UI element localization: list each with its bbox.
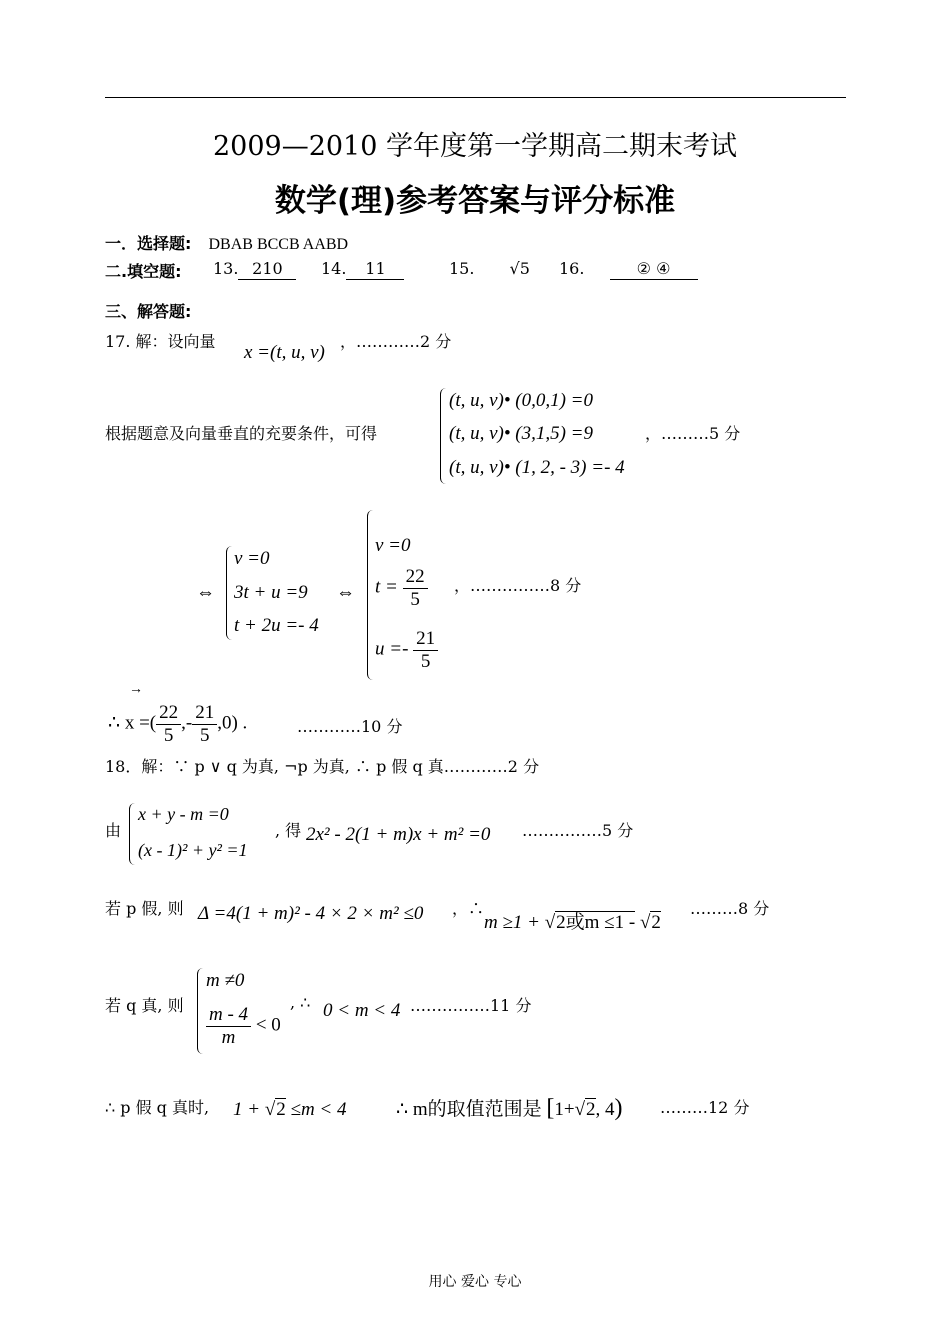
q17-score-4: …………10 分	[297, 717, 403, 736]
q18-sys-eq2: (x - 1)² + y² =1	[138, 840, 248, 860]
q18-score-5: ………12 分	[660, 1098, 750, 1117]
q18-delta: Δ =4(1 + m)² - 4 × 2 × m² ≤0	[198, 903, 424, 924]
fill-item-13: 13. 210	[213, 259, 296, 280]
section-solve-label: 三、解答题:	[105, 302, 192, 321]
q17-sys2-eq1: v =0	[234, 548, 270, 569]
vector-arrow-icon: →	[129, 682, 143, 697]
brace	[440, 388, 447, 484]
q18-score-2: ……………5 分	[522, 821, 634, 840]
fill-item-15: 15. √5	[449, 259, 530, 278]
q18-score-3: ………8 分	[690, 899, 770, 918]
q17-system-eq1: (t, u, v)• (0,0,1) =0	[449, 390, 593, 411]
brace	[197, 968, 204, 1054]
q17-sys2-eq3: t + 2u =- 4	[234, 615, 319, 636]
q17-sys3-t: t = $\frac{22}{5}$	[375, 566, 428, 611]
q17-condition: 根据题意及向量垂直的充要条件，可得	[105, 424, 378, 443]
fill-answer-14: 11	[346, 259, 404, 280]
q17-sys3-v: v =0	[375, 535, 411, 556]
equiv-icon: ⇔	[196, 582, 215, 603]
fill-answer-16: ② ④	[610, 259, 698, 280]
q17-vector: x =(t, u, v)	[244, 342, 325, 363]
q18-ruo-p: 若 p 假, 则	[105, 899, 184, 918]
q18-final-c: ∴ m的取值范围是 [1+√2, 4)	[396, 1095, 623, 1121]
brace	[367, 510, 374, 680]
choice-answers: DBAB BCCB AABD	[208, 236, 349, 253]
page-footer: 用心 爱心 专心	[428, 1274, 522, 1290]
q18-therefore-2: , ∴	[290, 993, 311, 1012]
fill-answer-13: 210	[238, 259, 296, 280]
section-fill-label: 二.填空题:	[105, 262, 182, 281]
q18-you: 由	[105, 821, 122, 840]
brace	[226, 546, 233, 640]
page-title: 2009—2010 学年度第一学期高二期末考试	[212, 131, 737, 162]
q17-score-1: ，…………2 分	[340, 332, 452, 351]
q17-conclusion: ∴ x =( $\frac{22}{5}$ ,- $\frac{21}{5}$ ,0) .	[108, 702, 248, 746]
q18-sysq-eq2: $\frac{m - 4}{m}$ < 0	[206, 1004, 281, 1049]
q18-final-b: 1 + √2 ≤m < 4	[233, 1099, 347, 1120]
brace	[129, 803, 136, 865]
fill-answer-15: √5	[509, 259, 530, 278]
section-fill	[105, 259, 181, 282]
section-choice-label: 一．选择题:	[105, 234, 192, 253]
q18-ruo-q: 若 q 真, 则	[105, 996, 184, 1015]
page-subtitle: 数学(理)参考答案与评分标准	[274, 183, 676, 219]
q18-range-2: 0 < m < 4	[323, 1000, 401, 1021]
section-choice	[105, 231, 348, 254]
top-rule	[105, 97, 846, 98]
q17-score-2: ，………5 分	[645, 424, 741, 443]
q18-de: , 得	[275, 821, 302, 840]
q18-range-1: m ≥1 + √2或m ≤1 - √2	[484, 912, 661, 933]
q18-score-4: ……………11 分	[410, 996, 532, 1015]
q18-equation: 2x² - 2(1 + m)x + m² =0	[306, 824, 491, 845]
q17-intro: 17. 解：设向量	[105, 332, 216, 351]
q17-score-3: ，……………8 分	[454, 576, 582, 595]
q18-therefore-1: ，∴	[452, 899, 485, 918]
fill-item-16: 16. ② ④	[559, 259, 698, 280]
q17-system-eq3: (t, u, v)• (1, 2, - 3) =- 4	[449, 457, 625, 478]
q18-line1: 18．解：∵ p ∨ q 为真, ¬p 为真, ∴ p 假 q 真…………2 分	[105, 757, 540, 776]
q17-system-eq2: (t, u, v)• (3,1,5) =9	[449, 423, 593, 444]
equiv-icon: ⇔	[336, 582, 355, 603]
fill-item-14: 14. 11	[321, 259, 404, 280]
q18-sys-eq1: x + y - m =0	[138, 804, 229, 824]
q17-sys3-u: u =- $\frac{21}{5}$	[375, 628, 438, 673]
q18-final-a: ∴ p 假 q 真时,	[105, 1098, 210, 1117]
q17-sys2-eq2: 3t + u =9	[234, 582, 308, 603]
q18-sysq-eq1: m ≠0	[206, 970, 245, 991]
